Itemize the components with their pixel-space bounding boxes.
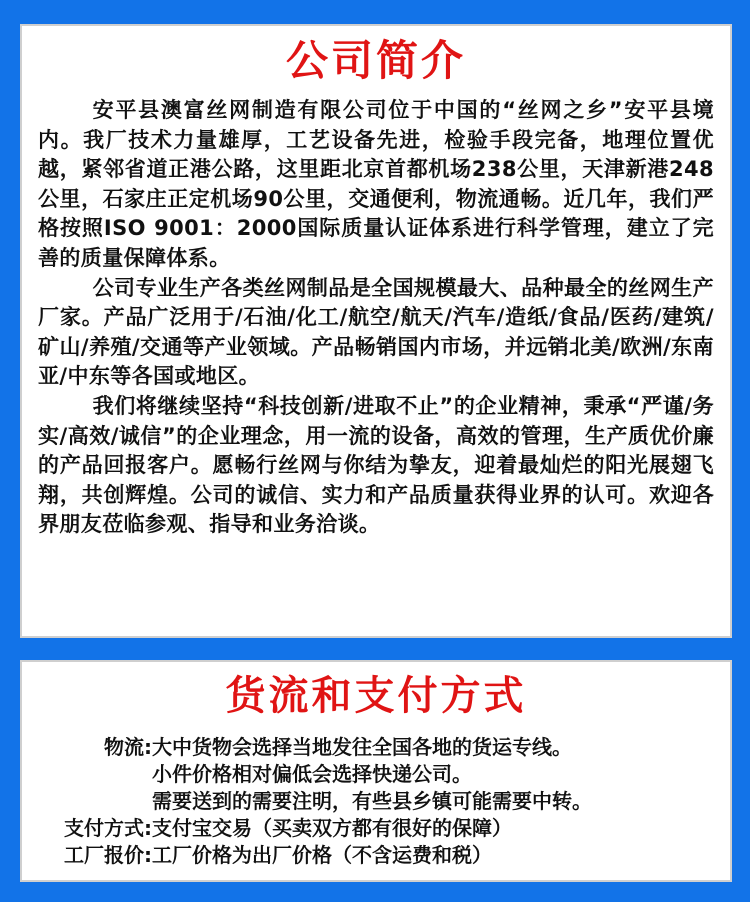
factory-quote-label: 工厂报价: (64, 843, 152, 867)
logistics-line: 大中货物会选择当地发往全国各地的货运专线。 (152, 735, 572, 759)
company-intro-title: 公司简介 (285, 36, 466, 85)
intro-paragraph-location: 安平县澳富丝网制造有限公司位于中国的“丝网之乡”安平县境内。我厂技术力量雄厚，工艺设备先进，检验手段完备，地理位置优越，紧邻省道正港公路，这里距北京首都机场238公里，天津新港248公里，石家庄正定机场90公里，交通便利，物流通畅。近几年，我们严格按照ISO 9001：2000国际质量认证体系进行科学管理，建立了完善的质量保障体系。 (38, 98, 714, 270)
company-intro-panel (20, 24, 732, 638)
logistics-payment-title: 货流和支付方式 (225, 673, 527, 719)
logistics-row (22, 761, 730, 788)
payment-method-value: 支付宝交易（买卖双方都有很好的保障） (152, 816, 512, 840)
logistics-payment-body (22, 734, 730, 869)
payment-method-label: 支付方式: (64, 816, 152, 840)
factory-quote-row (22, 842, 730, 869)
logistics-row (22, 788, 730, 815)
intro-paragraph-philosophy: 我们将继续坚持“科技创新/进取不止”的企业精神，秉承“严谨/务实/高效/诚信”的企业理念，用一流的设备，高效的管理，生产质优价廉的产品回报客户。愿畅行丝网与你结为挚友，迎着最灿烂的阳光展翅飞翔，共创辉煌。公司的诚信、实力和产品质量获得业界的认可。欢迎各界朋友莅临参观、指导和业务洽谈。 (38, 393, 714, 537)
factory-quote-value: 工厂价格为出厂价格（不含运费和税） (152, 843, 492, 867)
logistics-label: 物流: (104, 735, 152, 759)
logistics-payment-panel (20, 660, 732, 882)
company-intro-body (38, 96, 714, 540)
logistics-line: 小件价格相对偏低会选择快递公司。 (152, 762, 472, 786)
payment-method-row (22, 815, 730, 842)
logistics-line: 需要送到的需要注明，有些县乡镇可能需要中转。 (152, 789, 592, 813)
logistics-row (22, 734, 730, 761)
intro-paragraph-products: 公司专业生产各类丝网制品是全国规模最大、品种最全的丝网生产厂家。产品广泛用于/石油/化工/航空/航天/汽车/造纸/食品/医药/建筑/矿山/养殖/交通等产业领域。产品畅销国内市场，并远销北美/欧洲/东南亚/中东等各国或地区。 (38, 275, 714, 389)
